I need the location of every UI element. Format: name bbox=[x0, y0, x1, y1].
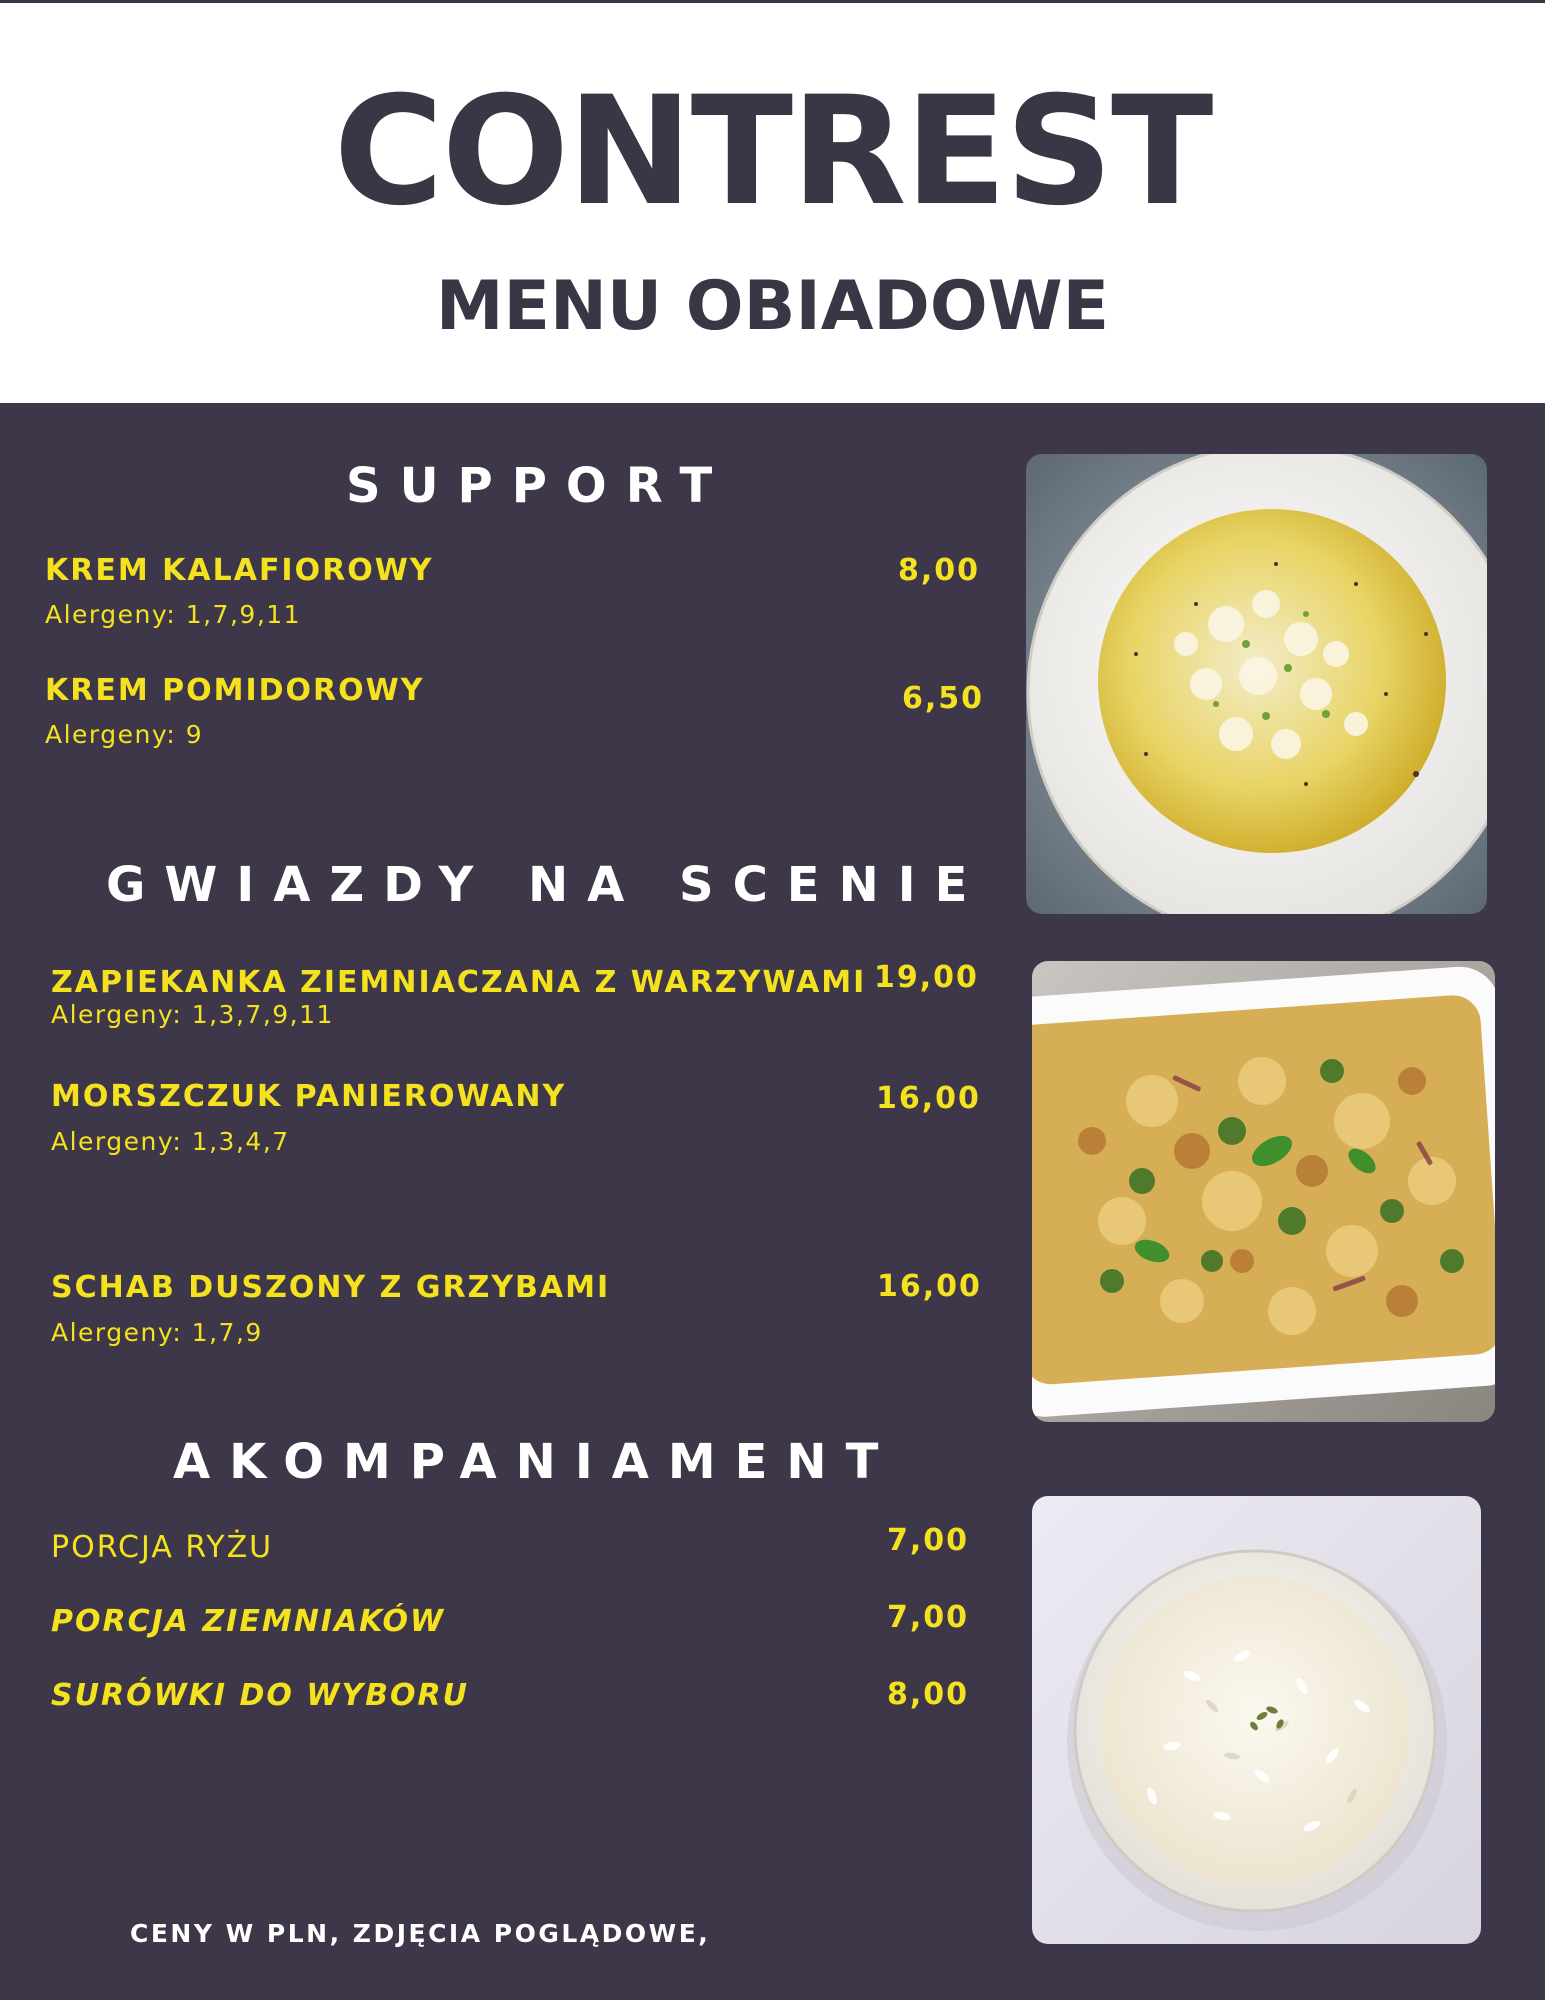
item-price-krem-pomidorowy: 6,50 bbox=[902, 681, 985, 716]
item-name-krem-kalafiorowy: KREM KALAFIOROWY bbox=[45, 553, 434, 588]
item-price-schab: 16,00 bbox=[877, 1269, 982, 1304]
item-price-surowki: 8,00 bbox=[887, 1677, 970, 1712]
casserole-photo bbox=[1032, 961, 1495, 1422]
menu-header bbox=[0, 3, 1545, 403]
item-name-surowki: SURÓWKI DO WYBORU bbox=[51, 1678, 470, 1713]
item-name-porcja-ziemniakow: PORCJA ZIEMNIAKÓW bbox=[51, 1604, 446, 1639]
item-price-morszczuk: 16,00 bbox=[876, 1081, 981, 1116]
item-allergens-morszczuk: Alergeny: 1,3,4,7 bbox=[51, 1127, 290, 1156]
item-name-morszczuk: MORSZCZUK PANIEROWANY bbox=[51, 1079, 567, 1114]
item-price-zapiekanka: 19,00 bbox=[874, 960, 979, 995]
item-allergens-zapiekanka: Alergeny: 1,3,7,9,11 bbox=[51, 1000, 334, 1029]
footer-note: CENY W PLN, ZDJĘCIA POGLĄDOWE, bbox=[130, 1919, 711, 1948]
item-name-zapiekanka: ZAPIEKANKA ZIEMNIACZANA Z WARZYWAMI bbox=[51, 965, 867, 1000]
item-name-schab: SCHAB DUSZONY Z GRZYBAMI bbox=[51, 1270, 611, 1305]
rice-photo bbox=[1032, 1496, 1481, 1944]
item-allergens-schab: Alergeny: 1,7,9 bbox=[51, 1318, 263, 1347]
menu-subtitle: MENU OBIADOWE bbox=[435, 267, 1110, 346]
item-name-krem-pomidorowy: KREM POMIDOROWY bbox=[45, 673, 425, 708]
section-title-gwiazdy-na-scenie: GWIAZDY NA SCENIE bbox=[106, 857, 987, 913]
section-title-support: SUPPORT bbox=[346, 458, 732, 514]
item-allergens-krem-pomidorowy: Alergeny: 9 bbox=[45, 720, 204, 749]
soup-photo bbox=[1026, 454, 1487, 914]
item-name-porcja-ryzu: PORCJA RYŻU bbox=[51, 1530, 274, 1565]
item-price-porcja-ryzu: 7,00 bbox=[887, 1523, 970, 1558]
brand-title: CONTREST bbox=[333, 65, 1212, 239]
section-title-akompaniament: AKOMPANIAMENT bbox=[173, 1434, 898, 1490]
item-price-porcja-ziemniakow: 7,00 bbox=[887, 1600, 970, 1635]
item-price-krem-kalafiorowy: 8,00 bbox=[898, 553, 981, 588]
item-allergens-krem-kalafiorowy: Alergeny: 1,7,9,11 bbox=[45, 600, 302, 629]
